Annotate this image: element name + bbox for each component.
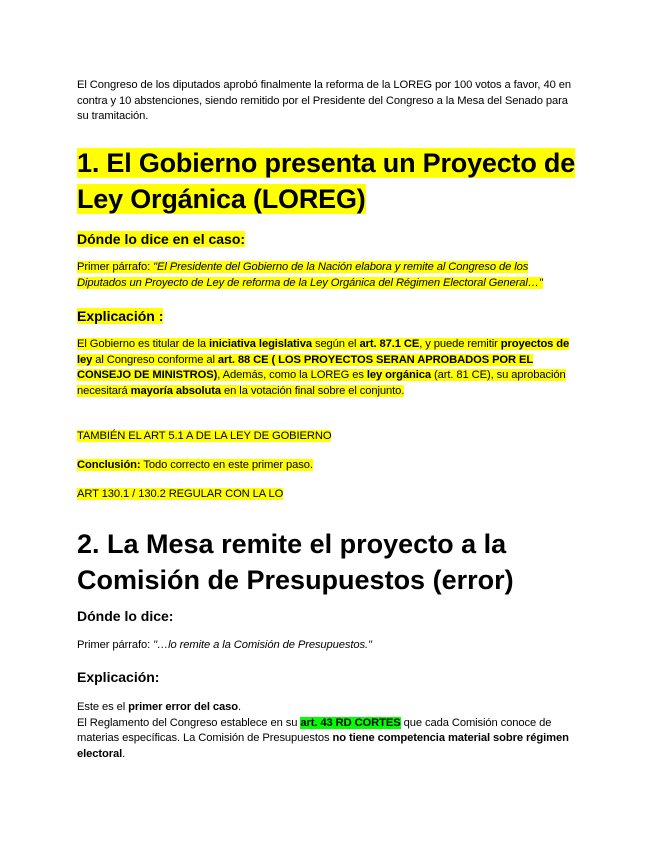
- section-2-quote-text: "…lo remite a la Comisión de Presupuestos.": [153, 639, 372, 651]
- section-2-explicacion-title: Explicación:: [77, 669, 160, 685]
- exp-text-2: según el: [311, 338, 360, 350]
- exp-bold-ley-organica: ley orgánica: [366, 369, 431, 381]
- section-1-quote-text: "El Presidente del Gobierno de la Nación elabora y remite al Congreso de los Diputados un Proyecto de Ley de reforma de la Ley Orgánica del Régimen Electoral General…": [77, 261, 543, 289]
- exp-text-3: , y puede remitir: [419, 338, 501, 350]
- section-1-heading: [77, 145, 577, 217]
- section-1-art130-text: ART 130.1 / 130.2 REGULAR CON LA LO: [77, 488, 284, 500]
- exp-bold-art88: art. 88 CE ( LOS PROYECTOS SERAN APROBADOS POR EL CONSEJO DE MINISTROS): [77, 353, 533, 381]
- exp-text-6: (art. 81 CE), su aprobación necesitará: [77, 369, 566, 397]
- section-2-explicacion-paragraph: [77, 700, 577, 762]
- section-1-art130: [77, 487, 577, 503]
- exp-text-5: , Además, como la LOREG es: [217, 369, 367, 381]
- section-2-heading-line2: Comisión de Presupuestos (error): [77, 565, 514, 595]
- section-1-explicacion-paragraph: [77, 337, 577, 399]
- s2-line1-end: .: [237, 701, 241, 713]
- exp-text-7: en la votación final sobre el conjunto.: [221, 384, 405, 397]
- section-1-explicacion-title: [77, 307, 577, 325]
- conclusion-label: Conclusión:: [77, 459, 141, 471]
- exp-text-1: El Gobierno es titular de la: [77, 338, 210, 350]
- section-2-heading-line1: 2. La Mesa remite el proyecto a la: [77, 529, 507, 559]
- exp-bold-iniciativa: iniciativa legislativa: [209, 338, 312, 350]
- section-1-tambien: [77, 429, 577, 445]
- section-2-heading: [77, 526, 577, 598]
- section-2-donde-title: Dónde lo dice:: [77, 608, 174, 624]
- s2-line2-bold: no tiene competencia material sobre régimen electoral: [77, 732, 569, 760]
- s2-line1-bold: primer error del caso: [128, 701, 238, 713]
- s2-line2-green-art43: art. 43 RD CORTES: [300, 716, 401, 729]
- section-1-heading-line2: Ley Orgánica (LOREG): [77, 184, 366, 214]
- section-1-donde-title-text: Dónde lo dice en el caso:: [77, 231, 246, 247]
- s2-line1-text: Este es el: [77, 701, 129, 713]
- conclusion-text: Todo correcto en este primer paso.: [140, 459, 313, 471]
- section-2-donde-prefix: Primer párrafo:: [77, 639, 154, 651]
- exp-bold-art87: art. 87.1 CE: [359, 338, 420, 350]
- section-1-heading-line1: 1. El Gobierno presenta un Proyecto de: [77, 148, 576, 178]
- section-1-donde-prefix: Primer párrafo:: [77, 261, 154, 273]
- exp-bold-mayoria: mayoría absoluta: [130, 384, 222, 397]
- section-1-tambien-text: TAMBIÉN EL ART 5.1 A DE LA LEY DE GOBIERNO: [77, 430, 332, 442]
- s2-line2-text-2: que cada Comisión conoce de materias específicas. La Comisión de Presupuestos: [77, 716, 552, 744]
- intro-paragraph: El Congreso de los diputados aprobó finalmente la reforma de la LOREG por 100 votos a favor, 40 en contra y 10 abstenciones, siendo remitido por el Presidente del Congreso a la Mesa del Senado para su tramitación.: [77, 79, 571, 122]
- exp-text-4: al Congreso conforme al: [92, 353, 218, 366]
- section-1-explicacion-title-text: Explicación :: [77, 308, 164, 324]
- section-1-conclusion: [77, 458, 577, 474]
- section-1-donde-quote: [77, 260, 577, 291]
- section-1-donde-title: [77, 230, 577, 248]
- s2-line2-end: .: [122, 747, 126, 760]
- exp-bold-proyectos: proyectos de ley: [77, 338, 570, 366]
- s2-line2-text-1: El Reglamento del Congreso establece en su: [77, 716, 301, 729]
- section-2-donde-quote: [77, 638, 577, 654]
